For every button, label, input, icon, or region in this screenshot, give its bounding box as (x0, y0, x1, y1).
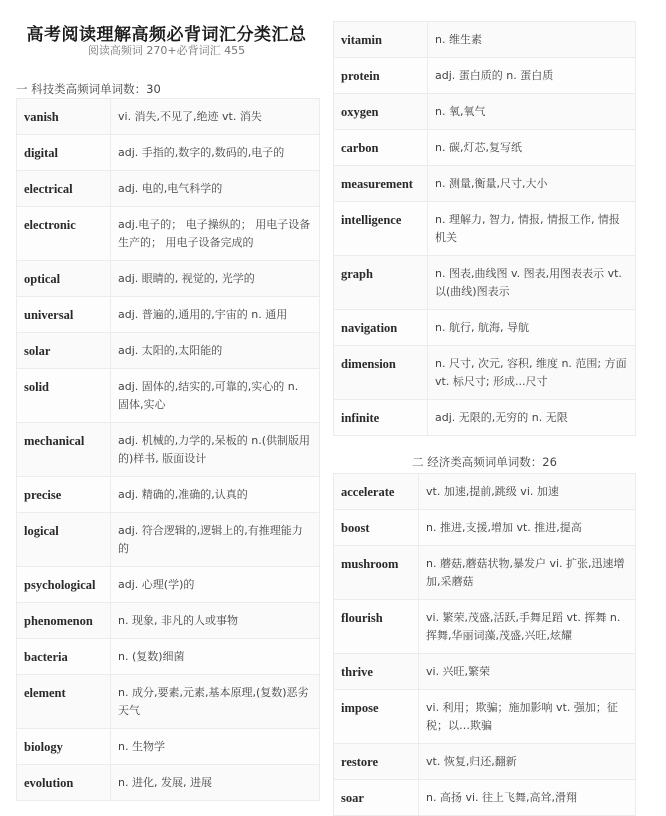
vocab-word: optical (17, 261, 111, 297)
vocab-row (17, 675, 320, 729)
vocab-word: mushroom (334, 546, 419, 600)
section-heading-tech: 一 科技类高频词单词数：30 (16, 82, 161, 96)
vocab-table-tech-part1 (16, 98, 320, 801)
vocab-definition: adj. 太阳的,太阳能的 (111, 333, 320, 369)
vocab-row (334, 256, 636, 310)
vocab-row (334, 94, 636, 130)
vocab-word: navigation (334, 310, 428, 346)
vocab-word: vitamin (334, 22, 428, 58)
vocab-row (17, 207, 320, 261)
vocab-definition: adj. 精确的,准确的,认真的 (111, 477, 320, 513)
vocab-definition: n. 现象, 非凡的人或事物 (111, 603, 320, 639)
section-heading-economy: 二 经济类高频词单词数：26 (412, 455, 557, 469)
vocab-definition: n. 测量,衡量,尺寸,大小 (428, 166, 636, 202)
vocab-row (334, 510, 636, 546)
vocab-definition: n. 尺寸, 次元, 容积, 维度 n. 范围; 方面 vt. 标尺寸; 形成...尺寸 (428, 346, 636, 400)
vocab-definition: vi. 兴旺,繁荣 (419, 654, 636, 690)
vocab-definition: vt. 恢复,归还,翻新 (419, 744, 636, 780)
vocab-word: graph (334, 256, 428, 310)
vocab-definition: n. 氧,氧气 (428, 94, 636, 130)
vocab-word: thrive (334, 654, 419, 690)
vocab-definition: vi. 利用；欺骗；施加影响 vt. 强加；征税；以…欺骗 (419, 690, 636, 744)
vocab-definition: n. (复数)细菌 (111, 639, 320, 675)
vocab-definition: adj. 无限的,无穷的 n. 无限 (428, 400, 636, 436)
vocab-row (17, 567, 320, 603)
vocab-row (17, 369, 320, 423)
vocab-definition: adj. 蛋白质的 n. 蛋白质 (428, 58, 636, 94)
vocab-row (334, 780, 636, 816)
vocab-row (334, 546, 636, 600)
vocab-word: element (17, 675, 111, 729)
vocab-word: logical (17, 513, 111, 567)
vocab-word: digital (17, 135, 111, 171)
vocab-word: restore (334, 744, 419, 780)
vocab-row (17, 135, 320, 171)
vocab-word: infinite (334, 400, 428, 436)
vocab-definition: adj. 固体的,结实的,可靠的,实心的 n. 固体,实心 (111, 369, 320, 423)
vocab-definition: n. 成分,要素,元素,基本原理,(复数)恶劣天气 (111, 675, 320, 729)
vocab-word: vanish (17, 99, 111, 135)
vocab-word: solar (17, 333, 111, 369)
vocab-row (17, 477, 320, 513)
vocab-word: carbon (334, 130, 428, 166)
vocab-definition: n. 蘑菇,蘑菇状物,暴发户 vi. 扩张,迅速增加,采蘑菇 (419, 546, 636, 600)
vocab-word: evolution (17, 765, 111, 801)
vocab-word: phenomenon (17, 603, 111, 639)
vocab-word: oxygen (334, 94, 428, 130)
vocab-row (334, 166, 636, 202)
vocab-definition: vi. 繁荣,茂盛,活跃,手舞足蹈 vt. 挥舞 n. 挥舞,华丽词藻,茂盛,兴旺,炫耀 (419, 600, 636, 654)
vocab-word: psychological (17, 567, 111, 603)
vocab-row (334, 600, 636, 654)
vocab-definition: n. 生物学 (111, 729, 320, 765)
vocab-table-economy (333, 473, 636, 816)
vocab-definition: n. 维生素 (428, 22, 636, 58)
vocab-definition: adj. 眼睛的, 视觉的, 光学的 (111, 261, 320, 297)
vocab-definition: n. 图表,曲线图 v. 图表,用图表表示 vt. 以(曲线)图表示 (428, 256, 636, 310)
vocab-word: mechanical (17, 423, 111, 477)
vocab-word: flourish (334, 600, 419, 654)
vocab-word: impose (334, 690, 419, 744)
vocab-definition: adj. 符合逻辑的,逻辑上的,有推理能力的 (111, 513, 320, 567)
vocab-row (334, 400, 636, 436)
vocab-definition: adj. 普遍的,通用的,宇宙的 n. 通用 (111, 297, 320, 333)
vocab-definition: n. 进化, 发展, 进展 (111, 765, 320, 801)
vocab-word: intelligence (334, 202, 428, 256)
vocab-definition: n. 理解力, 智力, 情报, 情报工作, 情报机关 (428, 202, 636, 256)
vocab-word: accelerate (334, 474, 419, 510)
vocab-definition: adj. 电的,电气科学的 (111, 171, 320, 207)
document-title: 高考阅读理解高频必背词汇分类汇总 (26, 25, 307, 45)
vocab-row (17, 99, 320, 135)
vocab-word: protein (334, 58, 428, 94)
vocab-table-tech-part2 (333, 21, 636, 436)
vocab-word: soar (334, 780, 419, 816)
vocab-row (334, 474, 636, 510)
vocab-word: universal (17, 297, 111, 333)
vocab-word: electronic (17, 207, 111, 261)
vocab-definition: n. 推进,支援,增加 vt. 推进,提高 (419, 510, 636, 546)
vocab-definition: adj. 心理(学)的 (111, 567, 320, 603)
vocab-definition: n. 高扬 vi. 往上飞舞,高耸,滑翔 (419, 780, 636, 816)
vocab-row (17, 513, 320, 567)
vocab-word: bacteria (17, 639, 111, 675)
vocab-definition: vt. 加速,提前,跳级 vi. 加速 (419, 474, 636, 510)
vocab-row (334, 130, 636, 166)
vocab-row (334, 690, 636, 744)
vocab-row (334, 310, 636, 346)
vocab-row (17, 333, 320, 369)
vocab-word: measurement (334, 166, 428, 202)
vocab-row (17, 603, 320, 639)
vocab-row (334, 202, 636, 256)
vocab-word: electrical (17, 171, 111, 207)
vocab-word: biology (17, 729, 111, 765)
document-subtitle: 阅读高频词 270+必背词汇 455 (87, 44, 246, 57)
vocab-word: precise (17, 477, 111, 513)
vocab-row (334, 58, 636, 94)
vocab-definition: n. 碳,灯芯,复写纸 (428, 130, 636, 166)
vocab-row (334, 22, 636, 58)
vocab-row (17, 261, 320, 297)
vocab-row (17, 729, 320, 765)
vocab-row (334, 346, 636, 400)
vocab-word: boost (334, 510, 419, 546)
vocab-definition: adj. 机械的,力学的,呆板的 n.(供制版用的)样书, 版面设计 (111, 423, 320, 477)
vocab-row (17, 171, 320, 207)
vocab-row (17, 765, 320, 801)
vocab-definition: vi. 消失,不见了,绝迹 vt. 消失 (111, 99, 320, 135)
vocab-row (17, 297, 320, 333)
vocab-row (17, 423, 320, 477)
vocab-word: dimension (334, 346, 428, 400)
vocab-definition: n. 航行, 航海, 导航 (428, 310, 636, 346)
vocab-row (334, 744, 636, 780)
vocab-row (17, 639, 320, 675)
vocab-row (334, 654, 636, 690)
vocab-definition: adj.电子的； 电子操纵的； 用电子设备生产的； 用电子设备完成的 (111, 207, 320, 261)
vocab-definition: adj. 手指的,数字的,数码的,电子的 (111, 135, 320, 171)
vocab-word: solid (17, 369, 111, 423)
